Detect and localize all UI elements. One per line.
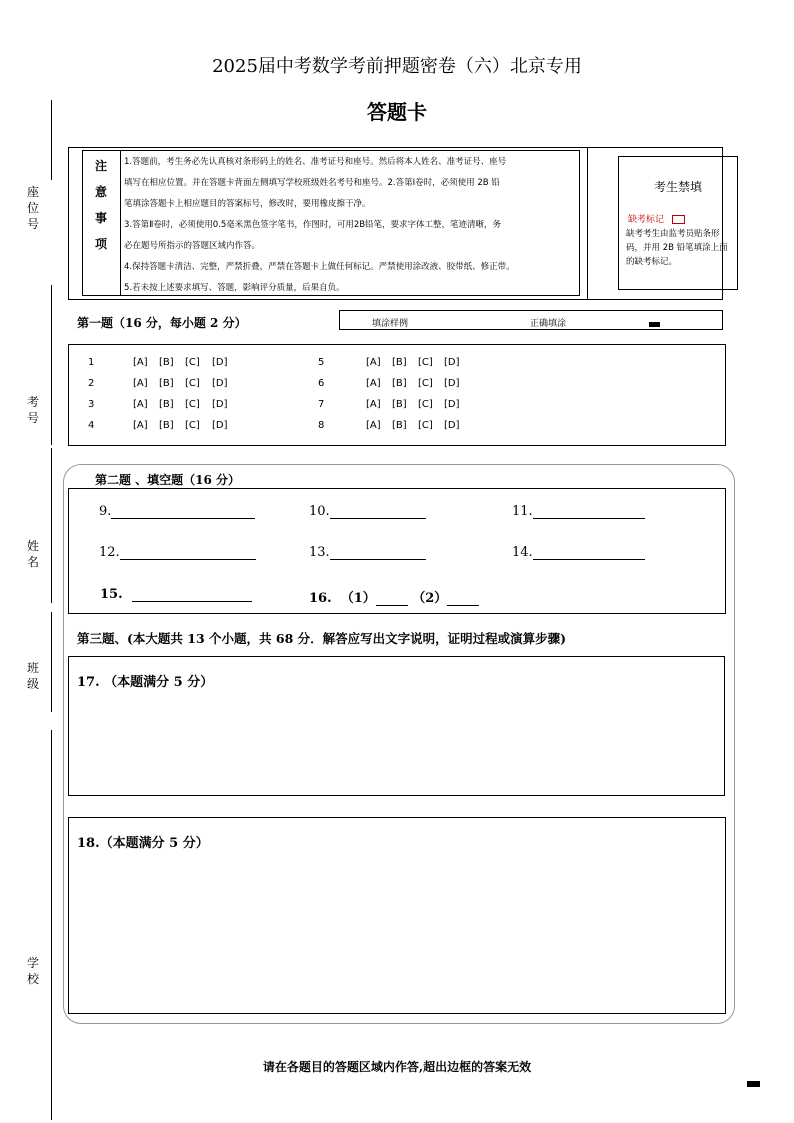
ban-title: 考生禁填 [653, 180, 702, 194]
section2-title: 第二题 、填空题（16 分） [95, 473, 241, 487]
notice-divider [587, 147, 588, 300]
mc-option-bubble[interactable]: [A] [133, 357, 148, 368]
mc-question-number: 6 [318, 378, 325, 389]
blank-11[interactable]: 11. [512, 504, 645, 519]
blank-15[interactable]: 15. [100, 587, 252, 602]
mc-option-bubble[interactable]: [A] [366, 420, 381, 431]
blank-9[interactable]: 9. [99, 504, 255, 519]
notice-heading-char: 意 [94, 185, 107, 199]
mc-question-number: 7 [318, 399, 325, 410]
mc-question-number: 5 [318, 357, 325, 368]
mc-option-bubble[interactable]: [B] [392, 357, 407, 368]
binding-line-4 [51, 612, 52, 712]
page-subtitle: 答题卡 [367, 100, 427, 124]
corner-mark [747, 1081, 760, 1087]
absent-mark-label: 缺考标记 [628, 215, 665, 225]
side-label-seat: 座位号 [26, 185, 39, 231]
page-title: 2025届中考数学考前押题密卷（六）北京专用 [212, 56, 582, 77]
notice-heading-char: 注 [94, 159, 107, 173]
notice-line: 5.若未按上述要求填写、答题，影响评分质量，后果自负。 [124, 283, 345, 293]
mc-option-bubble[interactable]: [B] [159, 357, 174, 368]
mc-option-bubble[interactable]: [A] [366, 357, 381, 368]
binding-line-1 [51, 100, 52, 180]
mc-option-bubble[interactable]: [C] [418, 357, 433, 368]
mc-option-bubble[interactable]: [C] [185, 399, 200, 410]
blank-16[interactable]: 16. （1） （2） [309, 587, 479, 606]
notice-line: 必在题号所指示的答题区域内作答。 [124, 241, 261, 251]
notice-line: 3.答第Ⅱ卷时，必须使用0.5毫米黑色签字笔书，作图时，可用2B铅笔，要求字体工整，笔迹清晰，务 [124, 220, 502, 230]
mc-option-bubble[interactable]: [C] [185, 357, 200, 368]
q17-title: 17. （本题满分 5 分） [77, 675, 214, 690]
mc-question-number: 8 [318, 420, 325, 431]
mc-question-number: 1 [88, 357, 95, 368]
binding-line-3 [51, 448, 52, 603]
mc-option-bubble[interactable]: [A] [133, 399, 148, 410]
side-label-school: 学校 [26, 956, 39, 986]
mc-question-number: 2 [88, 378, 95, 389]
blank-12[interactable]: 12. [99, 545, 256, 560]
mc-option-bubble[interactable]: [C] [185, 378, 200, 389]
notice-text [124, 152, 576, 299]
correct-fill-label: 正确填涂 [530, 319, 567, 329]
notice-heading-char: 项 [94, 237, 107, 251]
mc-option-bubble[interactable]: [B] [392, 420, 407, 431]
mc-option-bubble[interactable]: [D] [212, 399, 228, 410]
notice-line: 4.保持答题卡清洁、完整，严禁折叠，严禁在答题卡上做任何标记。严禁使用涂改液、胶带纸、修正带。 [124, 262, 515, 272]
mc-question-number: 4 [88, 420, 95, 431]
mc-option-bubble[interactable]: [D] [212, 420, 228, 431]
correct-fill-mark [649, 322, 660, 327]
notice-heading-char: 事 [94, 211, 107, 225]
mc-option-bubble[interactable]: [D] [212, 378, 228, 389]
mc-option-bubble[interactable]: [B] [159, 420, 174, 431]
notice-line: 笔填涂答题卡上相应题目的答案标号，修改时，要用橡皮擦干净。 [124, 199, 371, 209]
mc-option-bubble[interactable]: [B] [159, 399, 174, 410]
absent-mark[interactable] [628, 212, 685, 225]
mc-question-number: 3 [88, 399, 95, 410]
footer-note: 请在各题目的答题区域内作答,超出边框的答案无效 [262, 1060, 532, 1074]
q18-title: 18.（本题满分 5 分） [77, 836, 209, 851]
side-label-class: 班级 [26, 661, 39, 691]
mc-option-bubble[interactable]: [D] [444, 399, 460, 410]
mc-option-bubble[interactable]: [C] [418, 399, 433, 410]
mc-option-bubble[interactable]: [B] [159, 378, 174, 389]
blank-14[interactable]: 14. [512, 545, 645, 560]
section3-title: 第三题、(本大题共 13 个小题，共 68 分．解答应写出文字说明，证明过程或演算步骤) [77, 631, 567, 646]
mc-option-bubble[interactable]: [A] [366, 399, 381, 410]
blank-13[interactable]: 13. [309, 545, 426, 560]
section1-title: 第一题（16 分，每小题 2 分） [77, 316, 247, 330]
mc-option-bubble[interactable]: [A] [133, 420, 148, 431]
mc-option-bubble[interactable]: [C] [418, 378, 433, 389]
mc-option-bubble[interactable]: [B] [392, 378, 407, 389]
binding-line-2 [51, 285, 52, 445]
mc-option-bubble[interactable]: [D] [212, 357, 228, 368]
mc-option-bubble[interactable]: [D] [444, 420, 460, 431]
notice-line: 填写在相应位置。并在答题卡背面左侧填写学校班级姓名考号和座号。2.答第Ⅰ卷时，必须使用 2B 铅 [124, 178, 500, 188]
ban-text: 缺考考生由监考员贴条形码，并用 2B 铅笔填涂上面的缺考标记。 [626, 229, 728, 267]
fill-example-label: 填涂样例 [372, 319, 409, 329]
blank-10[interactable]: 10. [309, 504, 426, 519]
mc-option-bubble[interactable]: [B] [392, 399, 407, 410]
side-label-exam-no: 考号 [26, 395, 39, 425]
notice-heading [82, 150, 121, 296]
mc-option-bubble[interactable]: [D] [444, 378, 460, 389]
mc-option-bubble[interactable]: [A] [366, 378, 381, 389]
mc-option-bubble[interactable]: [A] [133, 378, 148, 389]
side-label-name: 姓名 [26, 539, 39, 569]
absent-mark-checkbox[interactable] [672, 215, 685, 224]
mc-option-bubble[interactable]: [C] [418, 420, 433, 431]
notice-line: 1.答题前，考生务必先认真核对条形码上的姓名、准考证号和座号。然后将本人姓名、准考证号、座号 [124, 157, 507, 167]
mc-option-bubble[interactable]: [C] [185, 420, 200, 431]
mc-option-bubble[interactable]: [D] [444, 357, 460, 368]
